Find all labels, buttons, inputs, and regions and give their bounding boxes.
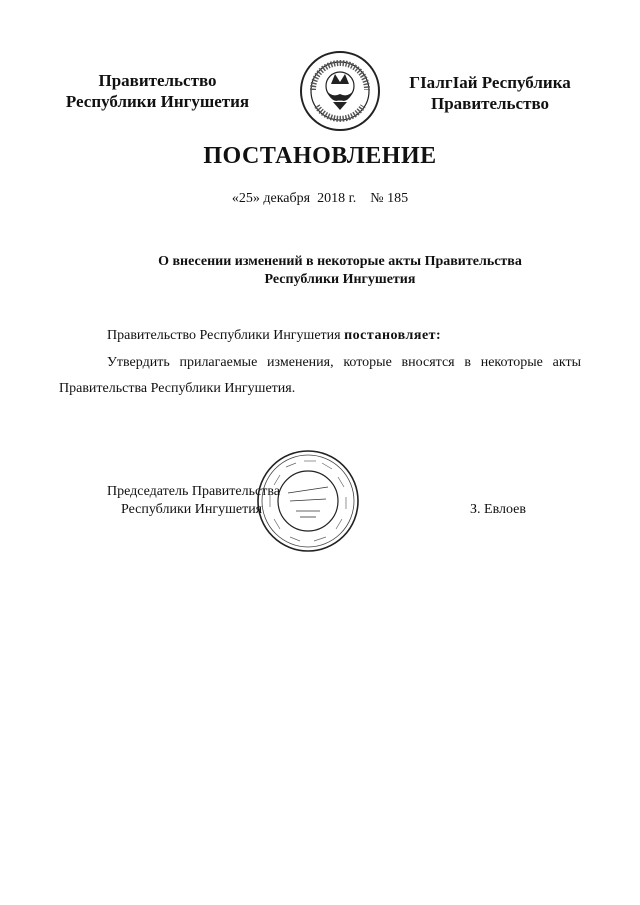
body-paragraph-2: Утвердить прилагаемые изменения, которые вносятся в некоторые акты	[107, 355, 581, 370]
signature-title-line2: Республики Ингушетия	[121, 502, 263, 517]
subject-line1: О внесении изменений в некоторые акты Правительства	[158, 254, 522, 269]
header-right-line2: Правительство	[430, 94, 550, 113]
signature-name: З. Евлоев	[470, 502, 526, 517]
body-paragraph-2-cont: Правительства Республики Ингушетия.	[59, 381, 296, 396]
header-left-line1: Правительство	[98, 71, 217, 90]
document-date: «25» декабря 2018 г.	[231, 191, 357, 206]
subject-line2: Республики Ингушетия	[264, 272, 416, 287]
document-title: ПОСТАНОВЛЕНИЕ	[203, 143, 437, 169]
document-number: № 185	[370, 191, 409, 206]
coat-of-arms-icon	[299, 50, 381, 132]
body-p1-bold: постановляет:	[344, 328, 442, 343]
document-date-line	[0, 191, 640, 207]
header-right	[390, 72, 590, 114]
header-left	[50, 70, 265, 112]
header-left-line2: Республики Ингушетия	[65, 92, 250, 111]
document-subject	[110, 253, 570, 289]
header-right-line1: ГIалгIай Республика	[409, 73, 571, 92]
official-seal-icon	[256, 449, 360, 553]
body-paragraph-1	[107, 327, 441, 345]
signature-title-line1: Председатель Правительства	[107, 484, 280, 499]
body-p1-text: Правительство Республики Ингушетия	[107, 328, 345, 343]
